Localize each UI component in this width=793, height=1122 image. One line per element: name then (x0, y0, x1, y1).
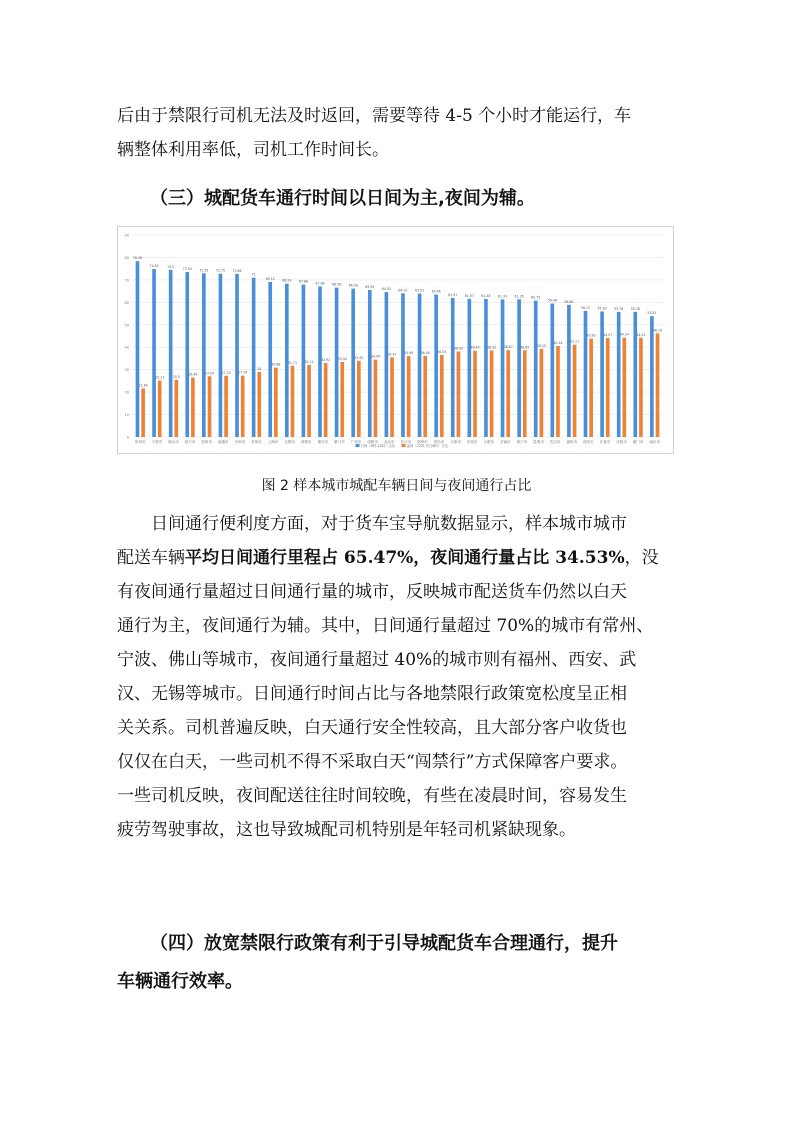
bar-night (374, 360, 378, 437)
legend-swatch (356, 444, 360, 447)
data-label: 25.5 (172, 374, 180, 379)
x-tick-label: 杭州市 (201, 440, 213, 444)
bar-night (556, 346, 560, 437)
data-label: 59.46 (547, 298, 557, 303)
x-tick-label: 西宁市 (516, 440, 528, 444)
data-label: 36.09 (420, 350, 430, 355)
bar-night (639, 338, 643, 437)
data-label: 55.76 (614, 306, 624, 311)
bar-day (235, 274, 239, 437)
text-line (117, 541, 677, 575)
x-tick-label: 沈阳市 (616, 440, 627, 444)
y-tick-label: 80 (124, 255, 129, 260)
data-label: 61.35 (514, 294, 524, 299)
bar-day (451, 298, 455, 437)
body-paragraph (117, 507, 677, 847)
bar-night (457, 352, 461, 437)
bar-night (324, 363, 328, 437)
data-label: 74.5 (167, 264, 175, 269)
data-label: 66.08 (348, 283, 358, 288)
bar-day (434, 295, 438, 437)
data-label: 40.54 (553, 341, 563, 346)
data-label: 29 (257, 366, 262, 371)
bar-night (241, 376, 245, 437)
bar-night (407, 356, 411, 437)
x-tick-label: 绍兴市 (184, 440, 196, 444)
bar-day (385, 292, 389, 437)
bar-night (340, 362, 344, 437)
x-tick-label: 青岛市 (433, 440, 445, 444)
x-tick-label: 苏州市 (251, 440, 262, 444)
bar-day (152, 269, 156, 437)
bar-day (136, 261, 140, 437)
bar-night (357, 361, 361, 437)
data-label: 72.95 (199, 268, 209, 273)
data-label: 25.17 (155, 375, 165, 380)
bar-night (656, 333, 660, 437)
legend-entry: 日间（6时-22时）占比 (360, 444, 396, 448)
y-tick-label: 0 (126, 435, 129, 440)
data-label: 27.05 (204, 371, 215, 376)
legend-swatch (402, 444, 406, 447)
text-line: 仅仅在白天，一些司机不得不采取白天“闯禁行”方式保障客户要求。 (117, 752, 628, 772)
bar-day (600, 311, 604, 437)
bar-day (584, 311, 588, 437)
section-heading-4-line2: 车辆通行效率。 (117, 971, 243, 992)
bar-day (401, 293, 405, 437)
bar-night (606, 338, 610, 437)
data-label: 33.44 (337, 356, 347, 361)
data-label: 63.91 (414, 288, 425, 293)
bar-day (501, 299, 505, 437)
bar-night (257, 372, 261, 437)
data-label: 53.81 (647, 311, 657, 316)
bar-night (158, 381, 162, 437)
figure-caption: 图 2 样本城市城配车辆日间与夜间通行占比 (261, 478, 532, 494)
y-tick-label: 60 (124, 300, 129, 305)
x-tick-label: 无锡市 (284, 440, 296, 444)
x-tick-label: 上海市 (267, 440, 279, 444)
data-label: 38.67 (503, 345, 513, 350)
x-tick-label: 郑州市 (417, 440, 428, 444)
data-label: 58.89 (564, 299, 574, 304)
x-tick-label: 东莞市 (466, 440, 478, 444)
data-label: 72.75 (215, 268, 226, 273)
data-label: 44.24 (619, 332, 629, 337)
bar-night (540, 349, 544, 437)
x-tick-label: 北京市 (383, 440, 395, 444)
data-label: 61.33 (497, 294, 508, 299)
text-line: 关关系。司机普遍反映，白天通行安全性较高，且大部分客户收货也 (117, 718, 627, 738)
bar-night (506, 350, 510, 437)
bar-night (573, 345, 577, 437)
text-line: 通行为主，夜间通行为辅。其中，日间通行量超过 70%的城市有常州、 (117, 616, 654, 636)
data-label: 21.64 (138, 383, 148, 388)
bar-night (589, 339, 593, 437)
data-label: 32.12 (304, 359, 314, 364)
bar-day (219, 274, 223, 437)
data-label: 38.65 (520, 345, 530, 350)
bar-night (291, 366, 295, 437)
x-tick-label: 福州市 (566, 440, 578, 444)
x-tick-label: 武汉市 (549, 440, 561, 444)
highlight-stat: 平均日间通行里程占 65.47%，夜间通行量占比 34.53% (185, 548, 625, 568)
data-label: 35.47 (387, 352, 397, 357)
x-tick-label: 南通市 (217, 440, 229, 444)
text-line: 后由于禁限行司机无法及时返回，需要等待 4-5 个小时才能运行，车 (117, 106, 632, 126)
section-heading-4-line1: （四）放宽禁限行政策有利于引导城配货车合理通行，提升 (150, 933, 618, 954)
bar-night (490, 351, 494, 437)
data-label: 38.43 (470, 345, 480, 350)
x-tick-label: 台州市 (234, 440, 246, 444)
data-label: 68.29 (282, 278, 292, 283)
text-line: 辆整体利用率低，司机工作时间长。 (117, 140, 389, 160)
data-label: 56.17 (580, 305, 591, 310)
y-tick-label: 50 (124, 323, 129, 328)
data-label: 74.83 (149, 264, 159, 269)
x-tick-label: 佛山市 (168, 440, 179, 444)
bar-day (534, 301, 538, 437)
bar-day (368, 290, 372, 437)
chart-figure (117, 226, 674, 454)
bar-day (169, 270, 173, 437)
bar-night (191, 378, 195, 437)
data-label: 55.93 (597, 306, 607, 311)
data-label: 66.56 (332, 282, 342, 287)
bar-chart (118, 227, 673, 453)
data-label: 30.88 (271, 362, 281, 367)
x-tick-label: 济南市 (499, 440, 511, 444)
x-tick-label: 长沙市 (400, 440, 412, 444)
text-segment: 配送车辆 (117, 548, 185, 568)
bar-day (418, 294, 422, 437)
bar-day (335, 288, 339, 437)
bar-night (307, 365, 311, 437)
x-tick-label: 长春市 (599, 440, 611, 444)
x-tick-label: 深圳市 (300, 440, 312, 444)
data-label: 63.46 (431, 289, 441, 294)
x-tick-label: 天津市 (450, 440, 461, 444)
bar-day (268, 282, 272, 437)
y-tick-label: 90 (124, 233, 129, 238)
data-label: 44.07 (603, 333, 613, 338)
data-label: 60.75 (531, 295, 541, 300)
y-tick-label: 30 (124, 368, 129, 373)
text-line: 有夜间通行量超过日间通行量的城市，反映城市配送货车仍然以白天 (117, 582, 627, 602)
bar-day (550, 304, 554, 437)
text-line: 宁波、佛山等城市，夜间通行量超过 40%的城市则有福州、西安、武 (117, 650, 637, 670)
bar-day (517, 299, 521, 437)
y-tick-label: 40 (124, 345, 129, 350)
bar-night (423, 356, 427, 437)
data-label: 26.46 (188, 372, 198, 377)
text-line: 汉、无锡等城市。日间通行时间占比与各地禁限行政策宽松度呈正相 (117, 684, 627, 704)
data-label: 39.25 (536, 343, 546, 348)
data-label: 67.08 (315, 281, 325, 286)
bar-day (468, 299, 472, 437)
bar-day (252, 278, 256, 437)
bar-night (224, 376, 228, 437)
x-tick-label: 昆明市 (533, 440, 544, 444)
data-label: 55.78 (630, 306, 640, 311)
bar-night (440, 355, 444, 437)
x-tick-label: 厦门市 (334, 440, 345, 444)
data-label: 78.36 (132, 256, 143, 261)
data-label: 34.45 (370, 354, 381, 359)
data-label: 32.92 (321, 358, 331, 363)
data-label: 36.54 (437, 349, 447, 354)
bar-day (633, 312, 637, 437)
bar-night (523, 350, 527, 437)
x-tick-label: 成都市 (367, 440, 378, 444)
y-tick-label: 70 (124, 278, 129, 283)
x-tick-label: 宁波市 (151, 440, 163, 444)
bar-day (202, 273, 206, 437)
x-tick-label: 西安市 (582, 440, 594, 444)
bar-day (650, 316, 654, 437)
bar-day (351, 289, 355, 437)
data-label: 41.11 (569, 339, 580, 344)
bar-night (174, 380, 178, 437)
data-label: 27.34 (238, 370, 248, 375)
bar-night (623, 338, 627, 437)
data-label: 61.48 (481, 294, 491, 299)
data-label: 64.53 (381, 287, 391, 292)
y-tick-label: 10 (124, 413, 129, 418)
bar-night (390, 357, 394, 437)
data-label: 35.99 (404, 351, 414, 356)
data-label: 27.25 (221, 370, 231, 375)
data-label: 38.09 (453, 346, 463, 351)
legend-entry: 夜间（22时-次日6时）占比 (406, 444, 449, 448)
data-label: 61.91 (448, 293, 458, 298)
data-label: 38.52 (487, 345, 497, 350)
text-line: 日间通行便利度方面，对于货车宝导航数据显示，样本城市城市 (151, 514, 627, 534)
data-label: 71 (251, 272, 256, 277)
section-heading-3: （三）城配货车通行时间以日间为主,夜间为辅。 (150, 188, 535, 209)
data-label: 61.57 (464, 293, 474, 298)
x-tick-label: 重庆市 (317, 440, 329, 444)
bar-night (208, 376, 212, 437)
text-line: 一些司机反映，夜间配送往往时间较晚，有些在凌晨时间，容易发生 (117, 786, 627, 806)
data-label: 31.71 (287, 360, 298, 365)
bar-night (274, 368, 278, 437)
bar-day (567, 305, 571, 437)
y-tick-label: 20 (124, 390, 129, 395)
data-label: 33.92 (354, 355, 364, 360)
data-label: 73.54 (182, 266, 192, 271)
x-tick-label: 合肥市 (483, 440, 495, 444)
data-label: 43.83 (586, 333, 596, 338)
bar-day (484, 299, 488, 437)
x-tick-label: 南京市 (649, 440, 661, 444)
bar-night (141, 388, 145, 437)
data-label: 44.22 (636, 332, 646, 337)
text-segment: ，没 (624, 548, 659, 568)
bar-day (617, 312, 621, 437)
data-label: 72.66 (232, 268, 242, 273)
data-label: 67.88 (298, 279, 308, 284)
bar-night (473, 351, 477, 437)
x-tick-label: 厦门市 (632, 440, 644, 444)
data-label: 65.55 (365, 284, 375, 289)
top-paragraph (117, 99, 677, 167)
bar-day (185, 272, 189, 437)
text-line: 疲劳驾驶事故，这也导致城配司机特别是年轻司机紧缺现象。 (117, 820, 576, 840)
data-label: 64.01 (398, 288, 408, 293)
data-label: 69.12 (265, 276, 275, 281)
data-label: 46.19 (652, 328, 663, 333)
x-tick-label: 常州市 (134, 440, 146, 444)
x-tick-label: 广州市 (350, 440, 362, 444)
